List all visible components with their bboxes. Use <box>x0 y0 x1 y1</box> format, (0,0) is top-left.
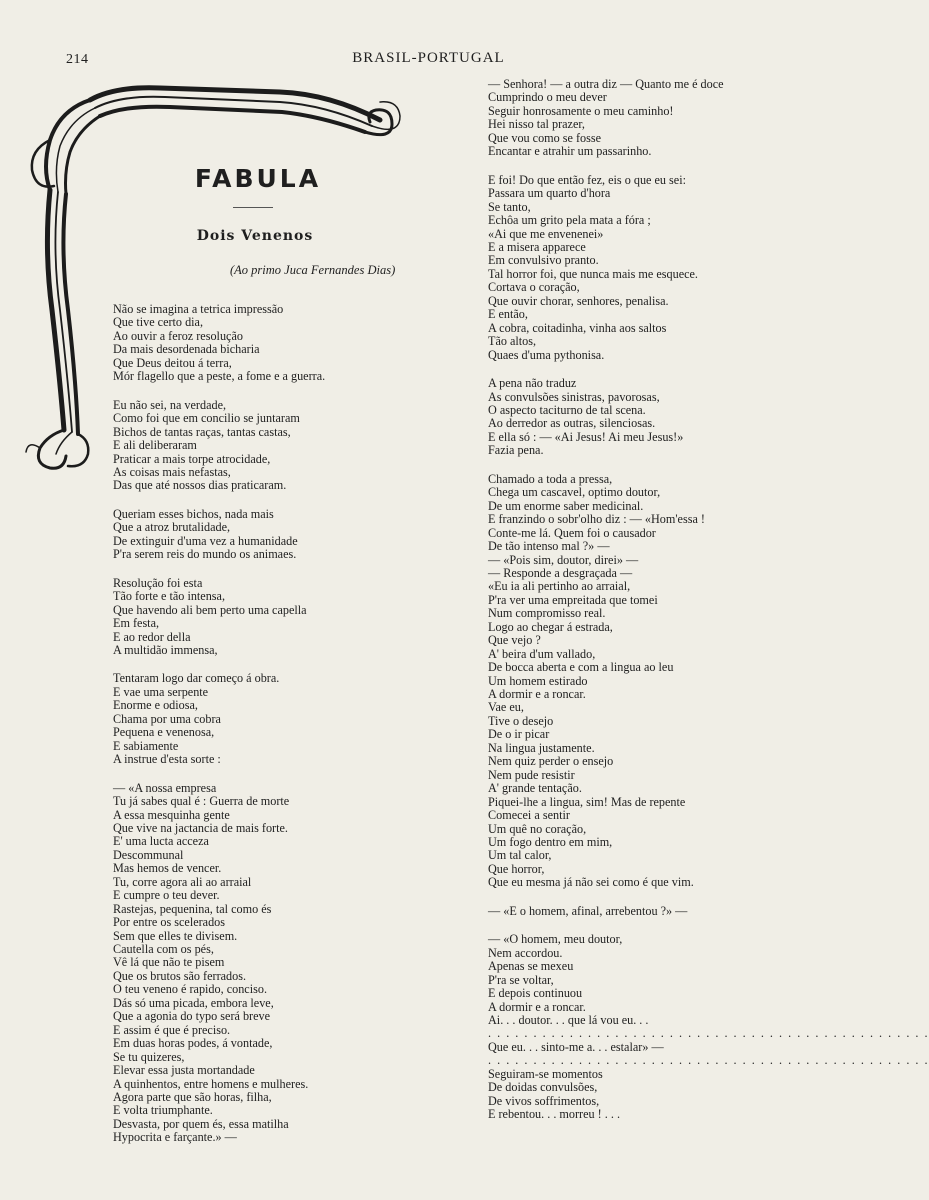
poem-line: Tu já sabes qual é : Guerra de morte <box>113 794 290 809</box>
poem-line: E ali deliberaram <box>113 438 197 453</box>
poem-line: Tão forte e tão intensa, <box>113 589 226 604</box>
poem-line: Que ouvir chorar, senhores, penalisa. <box>488 293 669 308</box>
poem-line: De o ir picar <box>488 727 550 742</box>
poem-line: Echôa um grito pela mata a fóra ; <box>488 213 651 228</box>
page-number: 214 <box>66 52 89 67</box>
poem-line: E volta triumphante. <box>113 1103 213 1118</box>
poem-line: — Responde a desgraçada — <box>488 565 633 580</box>
poem-line: Rastejas, pequenina, tal como és <box>113 901 272 916</box>
poem-line: Que horror, <box>488 861 545 876</box>
stanza <box>488 377 758 458</box>
poem-line: Da mais desordenada bicharia <box>113 342 260 357</box>
poem-line: Em duas horas podes, á vontade, <box>113 1036 273 1051</box>
poem-line: Chega um cascavel, optimo doutor, <box>488 485 661 500</box>
poem-line: Nem quiz perder o ensejo <box>488 754 614 769</box>
poem-line: A quinhentos, entre homens e mulheres. <box>113 1076 309 1091</box>
poem-line: Um tal calor, <box>488 848 552 863</box>
poem-line: E rebentou. . . morreu ! . . . <box>488 1107 620 1122</box>
poem-line: Tive o desejo <box>488 713 554 728</box>
poem-line: Vae eu, <box>488 700 524 715</box>
poem-line: Tentaram logo dar começo á obra. <box>113 671 280 686</box>
poem-line: A dormir e a roncar. <box>488 687 586 702</box>
poem-line: Em festa, <box>113 616 160 631</box>
poem-line: «Ai que me envenenei» <box>488 226 604 241</box>
poem-line: E então, <box>488 307 528 322</box>
poem-line: Que a agonia do typo será breve <box>113 1009 271 1024</box>
right-column <box>488 77 929 1137</box>
poem-line: Nem pude resistir <box>488 767 575 782</box>
poem-line: Elevar essa justa mortandade <box>113 1063 255 1078</box>
poem-line: Por entre os scelerados <box>113 915 226 930</box>
poem-line: Das que até nossos dias praticaram. <box>113 478 287 493</box>
poem-line: Dás só uma picada, embora leve, <box>113 995 274 1010</box>
stanza <box>113 303 453 384</box>
poem-line: — «O homem, meu doutor, <box>488 932 623 947</box>
poem-line: Apenas se mexeu <box>488 959 574 974</box>
poem-line: Logo ao chegar á estrada, <box>488 619 613 634</box>
poem-line: Tal horror foi, que nunca mais me esquece. <box>488 266 698 281</box>
poem-line: Um fogo dentro em mim, <box>488 835 613 850</box>
poem-line: Ao derredor as outras, silenciosas. <box>488 416 656 431</box>
poem-line: Conte-me lá. Quem foi o causador <box>488 525 656 540</box>
poem-line: Seguiram-se momentos <box>488 1066 603 1081</box>
poem-line: Enorme e odiosa, <box>113 698 198 713</box>
poem-line: P'ra ver uma empreitada que tomei <box>488 592 658 607</box>
title-rule <box>233 207 273 208</box>
stanza <box>488 473 758 890</box>
dotted-separator: . . . . . . . . . . . . . . . . . . . . . . . . . . . . . . . . . . . . . . . . . . . . . . . . . <box>488 1026 929 1041</box>
poem-line: Resolução foi esta <box>113 575 203 590</box>
poem-line: Quaes d'uma pythonisa. <box>488 347 605 362</box>
poem-line: Ai. . . doutor. . . que lá vou eu. . . <box>488 1013 649 1027</box>
poem-line: Passara um quarto d'hora <box>488 186 611 201</box>
poem-line: Agora parte que são horas, filha, <box>113 1090 272 1105</box>
poem-line: Que os brutos são ferrados. <box>113 968 247 983</box>
poem-line: Hypocrita e farçante.» — <box>113 1130 237 1145</box>
poem-line: Cautella com os pés, <box>113 942 214 957</box>
poem-line: De vivos soffrimentos, <box>488 1093 600 1108</box>
poem-line: A instrue d'esta sorte : <box>113 752 221 767</box>
poem-line: Cumprindo o meu dever <box>488 90 607 105</box>
poem-line: Comecei a sentir <box>488 808 570 823</box>
poem-line: E cumpre o teu dever. <box>113 888 220 903</box>
poem-line: E vae uma serpente <box>113 684 209 699</box>
stanza <box>113 577 453 658</box>
poem-line: E foi! Do que então fez, eis o que eu sei: <box>488 172 686 187</box>
poem-line: Na lingua justamente. <box>488 740 595 755</box>
poem-line: Que vou como se fosse <box>488 130 602 145</box>
poem-line: Que eu mesma já não sei como é que vim. <box>488 875 694 890</box>
poem-line: As coisas mais nefastas, <box>113 464 231 479</box>
poem-line: Praticar a mais torpe atrocidade, <box>113 451 271 466</box>
poem-line: Que Deus deitou á terra, <box>113 355 232 370</box>
poem-line: Como foi que em concilio se juntaram <box>113 411 300 426</box>
poem-line: Pequena e venenosa, <box>113 725 215 740</box>
poem-line: Cortava o coração, <box>488 280 580 295</box>
poem-line: Chama por uma cobra <box>113 711 221 726</box>
stanza <box>113 399 453 493</box>
running-header: BRASIL-PORTUGAL <box>352 50 505 66</box>
poem-line: De bocca aberta e com a lingua ao leu <box>488 660 674 675</box>
poem-subtitle: Dois Venenos <box>196 228 314 244</box>
poem-line: E' uma lucta acceza <box>113 834 209 849</box>
poem-line: O aspecto taciturno de tal scena. <box>488 402 646 417</box>
poem-line: Queriam esses bichos, nada mais <box>113 506 274 521</box>
poem-line: E assim é que é preciso. <box>113 1022 231 1037</box>
poem-line: Mas hemos de vencer. <box>113 861 222 876</box>
poem-line: Que vive na jactancia de mais forte. <box>113 820 288 835</box>
poem-line: De um enorme saber medicinal. <box>488 498 644 513</box>
poem-line: Que tive certo dia, <box>113 315 204 330</box>
poem-line: Não se imagina a tetrica impressão <box>113 302 284 316</box>
poem-line: Descommunal <box>113 847 184 862</box>
poem-line: A dormir e a roncar. <box>488 999 586 1014</box>
poem-line: Num compromisso real. <box>488 606 606 621</box>
poem-line: P'ra se voltar, <box>488 972 554 987</box>
poem-line: Se tu quizeres, <box>113 1049 185 1064</box>
poem-line: Hei nisso tal prazer, <box>488 117 585 132</box>
poem-line: A' beira d'um vallado, <box>488 646 596 661</box>
poem-line: Encantar e atrahir um passarinho. <box>488 144 652 159</box>
poem-line: — «E o homem, afinal, arrebentou ?» — <box>488 903 688 918</box>
poem-line: E a misera apparece <box>488 239 586 254</box>
poem-line: A pena não traduz <box>488 376 577 391</box>
poem-line: Que a atroz brutalidade, <box>113 520 231 535</box>
dotted-separator: . . . . . . . . . . . . . . . . . . . . . . . . . . . . . . . . . . . . . . . . . . . . . . . . . <box>488 1053 929 1068</box>
stanza <box>113 508 453 562</box>
poem-line: Vê lá que não te pisem <box>113 955 225 970</box>
stanza <box>113 672 453 766</box>
poem-line: De doidas convulsões, <box>488 1080 598 1095</box>
poem-line: Tão altos, <box>488 334 537 349</box>
poem-line: E sabiamente <box>113 738 179 753</box>
poem-line: A' grande tentação. <box>488 781 582 796</box>
poem-line: Em convulsivo pranto. <box>488 253 599 268</box>
poem-line: Nem accordou. <box>488 945 563 960</box>
poem-line: E ao redor della <box>113 629 191 644</box>
poem-line: — «Pois sim, doutor, direi» — <box>488 552 639 567</box>
poem-line: Que vejo ? <box>488 633 541 648</box>
poem-line: De tão intenso mal ?» — <box>488 539 610 554</box>
poem-line: Desvasta, por quem és, essa matilha <box>113 1116 289 1131</box>
poem-line: A multidão immensa, <box>113 642 218 657</box>
stanza <box>488 174 758 362</box>
stanza <box>113 782 453 1145</box>
poem-line: Mór flagello que a peste, a fome e a guerra. <box>113 369 326 384</box>
left-column <box>113 303 453 1160</box>
stanza <box>488 932 929 1122</box>
poem-line: De extinguir d'uma vez a humanidade <box>113 533 298 548</box>
stanza <box>488 78 758 159</box>
poem-line: Chamado a toda a pressa, <box>488 471 613 486</box>
poem-line: Fazia pena. <box>488 443 544 458</box>
poem-line: Tu, corre agora ali ao arraial <box>113 874 252 889</box>
poem-line: — Senhora! — a outra diz — Quanto me é doce <box>488 77 724 91</box>
poem-line: E depois continuou <box>488 986 583 1001</box>
poem-line: Eu não sei, na verdade, <box>113 397 227 412</box>
stanza <box>488 905 758 918</box>
poem-line: P'ra serem reis do mundo os animaes. <box>113 547 297 562</box>
poem-line: Que havendo ali bem perto uma capella <box>113 602 307 617</box>
poem-line: Um quê no coração, <box>488 821 587 836</box>
poem-line: A cobra, coitadinha, vinha aos saltos <box>488 320 667 335</box>
poem-line: E ella só : — «Ai Jesus! Ai meu Jesus!» <box>488 429 684 444</box>
poem-line: Seguir honrosamente o meu caminho! <box>488 103 674 118</box>
fabula-title: FABULA <box>194 164 322 193</box>
poem-line: Sem que elles te divisem. <box>113 928 238 943</box>
poem-line: Piquei-lhe a lingua, sim! Mas de repente <box>488 794 686 809</box>
poem-line: Se tanto, <box>488 199 531 214</box>
poem-line: E franzindo o sobr'olho diz : — «Hom'essa ! <box>488 512 705 527</box>
poem-line: — «A nossa empresa <box>113 780 217 795</box>
poem-line: O teu veneno é rapido, conciso. <box>113 982 267 997</box>
poem-line: Bichos de tantas raças, tantas castas, <box>113 424 291 439</box>
poem-line: Um homem estirado <box>488 673 588 688</box>
dedication: (Ao primo Juca Fernandes Dias) <box>230 263 396 277</box>
poem-line: As convulsões sinistras, pavorosas, <box>488 389 660 404</box>
poem-line: «Eu ia ali pertinho ao arraial, <box>488 579 631 594</box>
poem-line: Que eu. . . sinto-me a. . . estalar» — <box>488 1039 664 1054</box>
poem-line: A essa mesquinha gente <box>113 807 230 822</box>
poem-line: Ao ouvir a feroz resolução <box>113 328 243 343</box>
